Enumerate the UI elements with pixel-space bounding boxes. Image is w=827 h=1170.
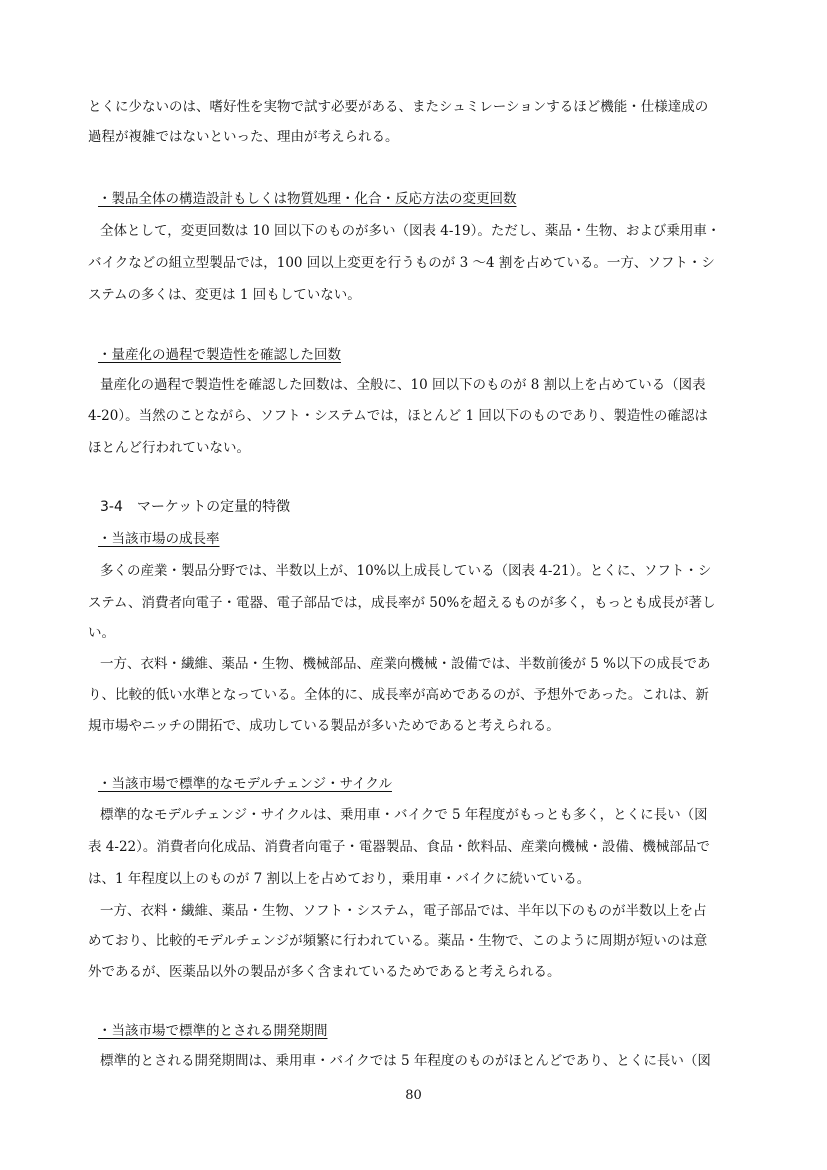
paragraph-line: バイクなどの組立型製品では，100 回以上変更を行うものが 3 ～4 割を占めている。一方、ソフト・シ [88,255,715,271]
paragraph-line: 表 4-22）。消費者向化成品、消費者向電子・電器製品、食品・飲料品、産業向機械・設備、機械部品で [88,839,710,855]
paragraph-line: ステムの多くは、変更は 1 回もしていない。 [88,287,361,303]
paragraph-line: 標準的なモデルチェンジ・サイクルは、乗用車・バイクで 5 年程度がもっとも多く，とくに長い（図 [100,807,708,823]
heading-model-change-cycle: ・当該市場で標準的なモデルチェンジ・サイクル [98,776,392,792]
paragraph-line: り、比較的低い水準となっている。全体的に、成長率が高めであるのが、予想外であった。これは、新 [88,687,709,703]
paragraph-line: 外であるが、医薬品以外の製品が多く含まれているためであると考えられる。 [88,964,561,980]
paragraph-line: い。 [88,625,115,641]
paragraph-line: ステム、消費者向電子・電器、電子部品では，成長率が 50%を超えるものが多く，もっとも成長が著し [88,595,716,611]
paragraph-line: 量産化の過程で製造性を確認した回数は、全般に、10 回以下のものが 8 割以上を占めている（図表 [100,377,706,393]
paragraph-line: めており、比較的モデルチェンジが頻繁に行われている。薬品・生物で、このように周期が短いのは意 [88,933,708,949]
heading-structure-changes: ・製品全体の構造設計もしくは物質処理・化合・反応方法の変更回数 [98,191,517,207]
page-number: 80 [405,1088,422,1103]
paragraph-line: 全体として，変更回数は 10 回以下のものが多い（図表 4-19）。ただし、薬品・生物、および乗用車・ [100,223,721,239]
paragraph-line: とくに少ないのは、嗜好性を実物で試す必要がある、またシュミレーションするほど機能・仕様達成の [88,99,709,115]
paragraph-line: 規市場やニッチの開拓で、成功している製品が多いためであると考えられる。 [88,718,560,734]
paragraph-line: 標準的とされる開発期間は、乗用車・バイクでは 5 年程度のものがほとんどであり、とくに長い（図 [100,1053,711,1069]
paragraph-line: 過程が複雑ではないといった、理由が考えられる。 [88,129,399,145]
paragraph-line: 多くの産業・製品分野では、半数以上が、10%以上成長している（図表 4-21）。とくに、ソフト・シ [100,563,712,579]
paragraph-line: 一方、衣料・繊維、薬品・生物、ソフト・システム，電子部品では、半年以下のものが半数以上を占 [100,903,707,919]
paragraph-line: 一方、衣料・繊維、薬品・生物、機械部品、産業向機械・設備では、半数前後が 5 %以下の成長であ [100,656,711,672]
paragraph-line: は、1 年程度以上のものが 7 割以上を占めており，乗用車・バイクに続いている。 [88,871,591,887]
heading-growth-rate: ・当該市場の成長率 [98,531,220,547]
heading-manufacturability: ・量産化の過程で製造性を確認した回数 [98,347,341,363]
paragraph-line: 4-20）。当然のことながら、ソフト・システムでは，ほとんど 1 回以下のものであり、製造性の確認は [88,408,708,424]
section-title: 3-4 マーケットの定量的特徴 [100,499,291,515]
heading-development-period: ・当該市場で標準的とされる開発期間 [98,1023,328,1039]
paragraph-line: ほとんど行われていない。 [88,440,250,456]
